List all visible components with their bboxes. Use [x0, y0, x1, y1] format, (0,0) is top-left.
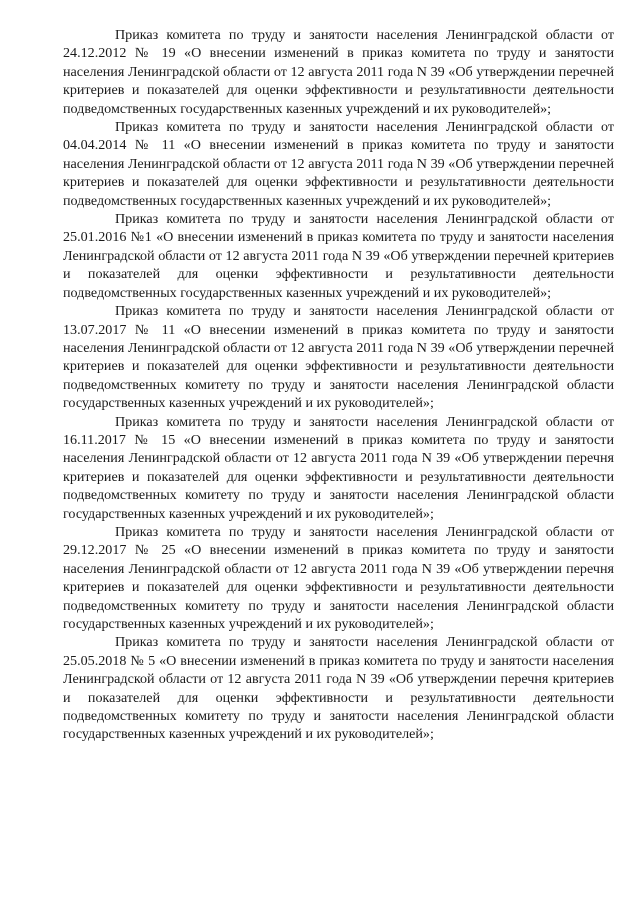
order-paragraph-1: Приказ комитета по труду и занятости населения Ленинградской области от 24.12.2012 № 19 «О внесении изменений в приказ комитета по труду и занятости населения Ленинградской области от 12 августа 2011 года N 39 «Об утверждении перечней критериев и показателей для оценки эффективности и результативности деятельности подведомственных государственных казенных учреждений и их руководителей»;	[63, 27, 614, 117]
order-paragraph-6: Приказ комитета по труду и занятости населения Ленинградской области от 29.12.2017 № 25 «О внесении изменений в приказ комитета по труду и занятости населения Ленинградской области от 12 августа 2011 года N 39 «Об утверждении перечня критериев и показателей для оценки эффективности и результативности деятельности подведомственных комитету по труду и занятости населения Ленинградской области государственных казенных учреждений и их руководителей»;	[63, 523, 614, 632]
order-paragraph-4: Приказ комитета по труду и занятости населения Ленинградской области от 13.07.2017 № 11 «О внесении изменений в приказ комитета по труду и занятости населения Ленинградской области от 12 августа 2011 года N 39 «Об утверждении перечней критериев и показателей для оценки эффективности и результативности деятельности подведомственных комитету по труду и занятости населения Ленинградской области государственных казенных учреждений и их руководителей»;	[63, 303, 614, 412]
order-paragraph-2: Приказ комитета по труду и занятости населения Ленинградской области от 04.04.2014 № 11 «О внесении изменений в приказ комитета по труду и занятости населения Ленинградской области от 12 августа 2011 года N 39 «Об утверждении перечней критериев и показателей для оценки эффективности и результативности деятельности подведомственных государственных казенных учреждений и их руководителей»;	[63, 119, 614, 209]
order-paragraph-7: Приказ комитета по труду и занятости населения Ленинградской области от 25.05.2018 № 5 «О внесении изменений в приказ комитета по труду и занятости населения Ленинградской области от 12 августа 2011 года N 39 «Об утверждении перечня критериев и показателей для оценки эффективности и результативности деятельности подведомственных комитету по труду и занятости населения Ленинградской области государственных казенных учреждений и их руководителей»;	[63, 634, 614, 743]
document-body	[63, 26, 614, 744]
order-paragraph-5: Приказ комитета по труду и занятости населения Ленинградской области от 16.11.2017 № 15 «О внесении изменений в приказ комитета по труду и занятости населения Ленинградской области от 12 августа 2011 года N 39 «Об утверждении перечня критериев и показателей для оценки эффективности и результативности деятельности подведомственных комитету по труду и занятости населения Ленинградской области государственных казенных учреждений и их руководителей»;	[63, 413, 614, 522]
order-paragraph-3: Приказ комитета по труду и занятости населения Ленинградской области от 25.01.2016 №1 «О внесении изменений в приказ комитета по труду и занятости населения Ленинградской области от 12 августа 2011 года N 39 «Об утверждении перечней критериев и показателей для оценки эффективности и результативности деятельности подведомственных государственных казенных учреждений и их руководителей»;	[63, 211, 614, 301]
